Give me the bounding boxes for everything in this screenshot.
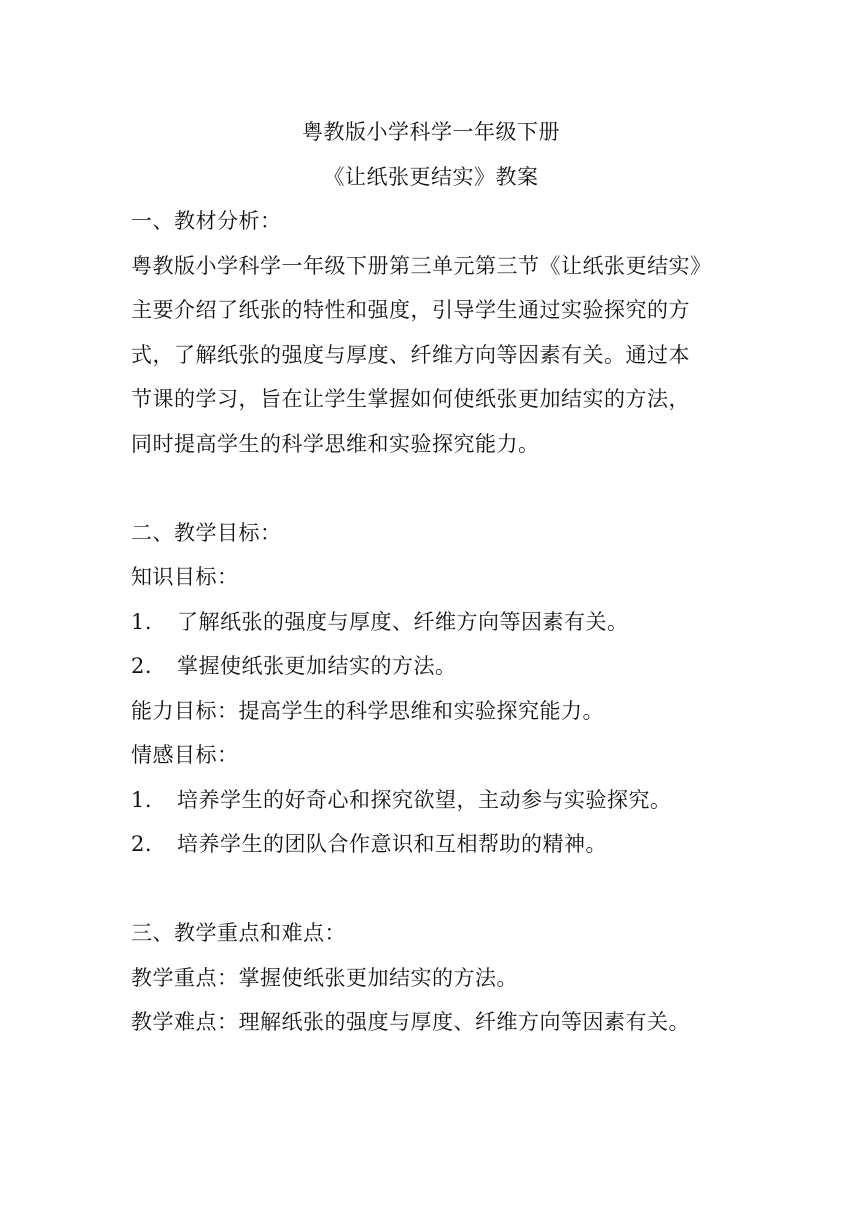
list-item: [131, 822, 751, 867]
paragraph-line: 主要介绍了纸张的特性和强度，引导学生通过实验探究的方: [131, 298, 690, 322]
list-item-text: 掌握使纸张更加结实的方法。: [177, 654, 457, 678]
document-title-line-2: 《让纸张更结实》教案: [323, 164, 539, 189]
ability-goal: 能力目标：提高学生的科学思维和实验探究能力。: [131, 698, 604, 723]
blank-line: [131, 466, 751, 511]
emotion-goals-label: 情感目标：: [131, 743, 239, 767]
document-title-line-1: 粤教版小学科学一年级下册: [302, 120, 560, 144]
list-item-number: 2.: [131, 832, 153, 856]
paragraph-line: 粤教版小学科学一年级下册第三单元第三节《让纸张更结实》: [131, 253, 712, 278]
section-1-paragraph: [131, 244, 751, 467]
document-body: [131, 110, 751, 1045]
list-item-text: 了解纸张的强度与厚度、纤维方向等因素有关。: [177, 609, 629, 634]
knowledge-goals-label: 知识目标：: [131, 565, 239, 589]
list-item: [131, 600, 751, 645]
section-3-heading: 三、教学重点和难点：: [131, 921, 346, 945]
paragraph-line: 同时提高学生的科学思维和实验探究能力。: [131, 431, 540, 456]
list-item-text: 培养学生的好奇心和探究欲望，主动参与实验探究。: [177, 787, 672, 812]
list-item-number: 1.: [131, 609, 153, 634]
blank-line: [131, 867, 751, 912]
key-point: 教学重点：掌握使纸张更加结实的方法。: [131, 965, 518, 990]
list-item: [131, 644, 751, 689]
paragraph-line: 节课的学习，旨在让学生掌握如何使纸张更加结实的方法，: [131, 387, 690, 411]
list-item-number: 2.: [131, 654, 153, 678]
section-1-heading: 一、教材分析：: [131, 209, 282, 233]
paragraph-line: 式，了解纸张的强度与厚度、纤维方向等因素有关。通过本: [131, 342, 690, 367]
list-item-text: 培养学生的团队合作意识和互相帮助的精神。: [177, 832, 607, 856]
list-item: [131, 778, 751, 823]
list-item-number: 1.: [131, 787, 153, 812]
difficult-point: 教学难点：理解纸张的强度与厚度、纤维方向等因素有关。: [131, 1010, 690, 1034]
section-2-heading: 二、教学目标：: [131, 520, 282, 545]
